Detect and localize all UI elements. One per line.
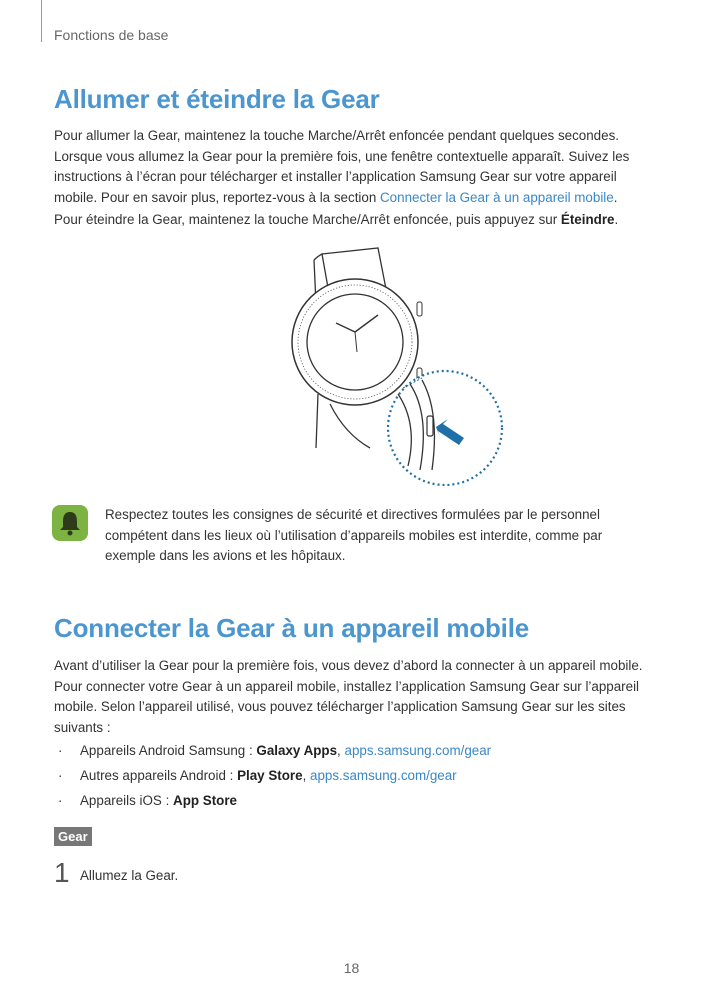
store-name-galaxy-apps: Galaxy Apps [256,743,338,758]
list-item-other-android [54,766,491,791]
bullet-dot: · [58,768,63,783]
link-samsung-gear-1[interactable]: apps.samsung.com/gear [344,743,492,758]
bullet-dot: · [58,743,63,758]
step-number: 1 [54,857,70,888]
gear-watch-illustration [290,244,510,488]
paragraph-power-off-text: Pour éteindre la Gear, maintenez la touche Marche/Arrêt enfoncée, puis appuyez sur [54,212,561,227]
store-name-app-store: App Store [173,793,238,808]
list-item-separator: , [302,768,311,783]
section-title-connect: Connecter la Gear à un appareil mobile [54,613,529,643]
gear-badge: Gear [54,827,92,846]
paragraph-connect-intro: Avant d’utiliser la Gear pour la première fois, vous devez d’abord la connecter à un appareil mobile. Pour connecter votre Gear à un appareil mobile, installez l’application Samsung Gear sur l’appareil mobile. Selon l’appareil utilisé, vous pouvez télécharger l’application Samsung Gear sur les sites suivants : [54,658,643,735]
back-key [417,302,422,316]
section-header: Fonctions de base [54,27,169,43]
list-item-text: Autres appareils Android : [80,768,238,783]
page-number: 18 [343,960,360,976]
header-divider [41,0,42,42]
paragraph-power-on-end: . [613,189,618,205]
link-connect-section[interactable]: Connecter la Gear à un appareil mobile [380,189,614,205]
step-text: Allumez la Gear. [80,868,179,883]
list-item-samsung-android [54,741,491,766]
power-key-zoomed [427,416,433,436]
list-item-separator: , [337,743,345,758]
watch-face [307,294,403,390]
safety-note: Respectez toutes les consignes de sécurité et directives formulées par le personnel compétent dans les lieux où l’utilisation d’appareils mobiles est interdite, comme par exemple dans les avions et les hôpitaux. [105,507,603,563]
store-name-play-store: Play Store [237,768,303,783]
list-item-text: Appareils iOS : [80,793,174,808]
paragraph-power-off-end: . [614,212,619,227]
paragraph-power-on-text: Pour allumer la Gear, maintenez la touche Marche/Arrêt enfoncée pendant quelques secondes. Lorsque vous allumez la Gear pour la première fois, une fenêtre contextuelle apparaît. Suivez les instructions à l’écran pour télécharger et installer l’application Samsung Gear sur votre appareil mobile. Pour en savoir plus, reportez-vous à la section [54,128,630,205]
list-item-text: Appareils Android Samsung : [80,743,257,758]
list-item-ios [54,791,491,816]
bullet-dot: · [58,793,63,808]
power-off-option: Éteindre [560,212,615,227]
bell-icon [52,505,88,541]
link-samsung-gear-2[interactable]: apps.samsung.com/gear [310,768,457,783]
paragraph-power-off [54,210,654,231]
download-sources-list [54,741,491,816]
section-title-power: Allumer et éteindre la Gear [54,84,380,114]
paragraph-power-on [54,126,654,208]
